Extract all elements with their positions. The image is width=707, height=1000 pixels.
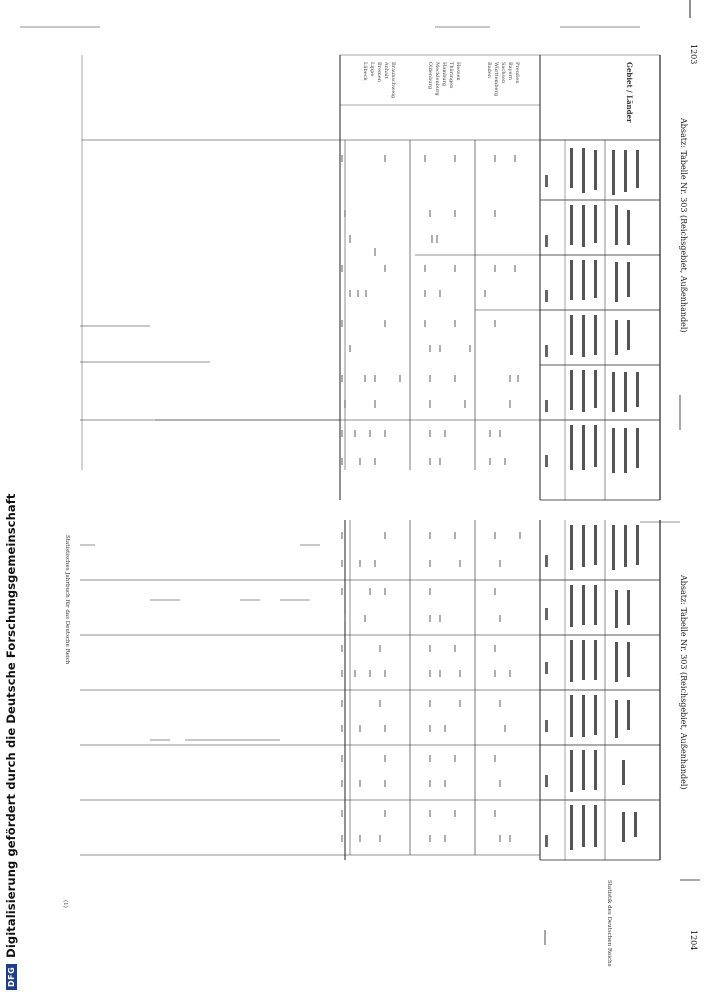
region-label: Bayern [507,62,513,81]
region-label: Braunschweig [390,62,396,99]
source-note: Statistisches Jahrbuch für das Deutsche Reich [64,535,70,665]
digitization-banner [2,400,20,1000]
region-label: Lippe [369,62,375,77]
year-marks [545,175,548,847]
region-label: Anhalt [383,62,389,79]
footnote-reference: Statistik des Deutschen Reichs [606,880,612,967]
region-label: Sachsen [500,62,506,84]
region-label: Mecklenburg [434,62,440,96]
region-header: Gebiet / Länder [625,62,634,123]
dfg-logo: DFG [6,964,17,990]
region-label: Württemberg [493,62,499,97]
region-label: Preußen [514,62,520,84]
bottom-mark: (1) [62,900,68,908]
cell-dashes-lower [342,532,520,842]
region-label: Hamburg [441,62,447,87]
region-label: Thüringen [448,62,454,89]
table-frame-upper [20,0,690,500]
region-label: Baden [486,62,492,79]
region-label: Oldenburg [427,62,433,90]
digitization-text: Digitalisierung gefördert durch die Deutsche Forschungsgemeinschaft [4,493,18,958]
table-title-upper: Absatz: Tabelle Nr. 303 (Reichsgebiet, Außenhandel) [679,118,688,333]
region-label: Hessen [455,62,461,81]
page-number-bottom: 1204 [689,930,698,951]
page-number-top: 1203 [689,44,698,65]
table-title-lower: Absatz: Tabelle Nr. 303 (Reichsgebiet, Außenhandel) [679,575,688,790]
region-label: Bremen [376,62,382,82]
region-label: Lübeck [362,62,368,81]
